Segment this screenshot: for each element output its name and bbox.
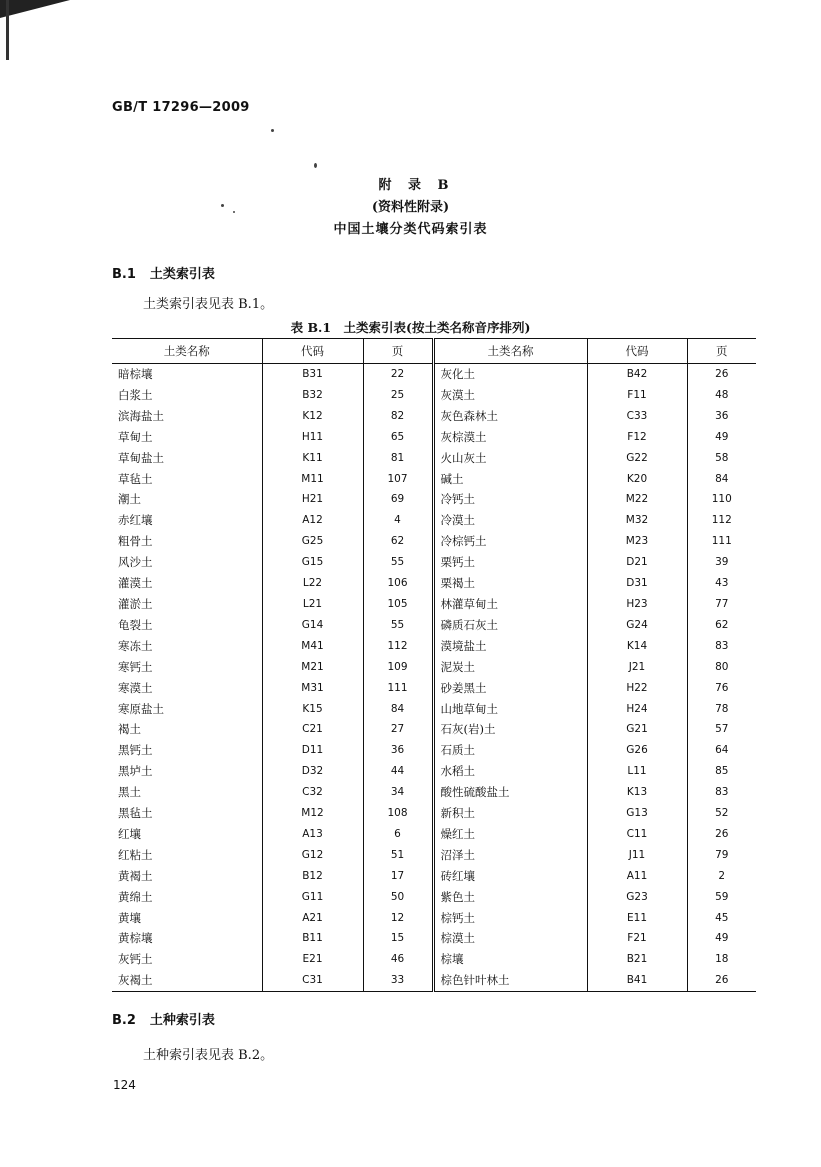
cell-page: 26	[687, 364, 756, 385]
cell-code: F21	[587, 928, 687, 949]
scan-edge-mark	[6, 0, 9, 60]
cell-page: 17	[363, 866, 433, 887]
cell-page: 43	[687, 573, 756, 594]
cell-page: 55	[363, 552, 433, 573]
scan-speck	[271, 129, 274, 132]
header-code: 代码	[587, 339, 687, 364]
cell-page: 112	[687, 510, 756, 531]
cell-page: 59	[687, 887, 756, 908]
cell-code: H22	[587, 678, 687, 699]
cell-page: 26	[687, 970, 756, 991]
cell-soil-name: 漠境盐土	[433, 636, 587, 657]
cell-soil-name: 草毡土	[118, 471, 153, 486]
cell-soil-name: 沼泽土	[433, 845, 587, 866]
appendix-type: (资料性附录)	[371, 200, 450, 215]
cell-code: G26	[587, 740, 687, 761]
cell-soil-name: 山地草甸土	[433, 699, 587, 720]
cell-code: M32	[587, 510, 687, 531]
cell-soil-name: 滨海盐土	[118, 408, 164, 423]
cell-soil-name: 黑钙土	[118, 743, 153, 758]
cell-soil-name: 潮土	[118, 492, 141, 507]
cell-code: B32	[262, 385, 363, 406]
cell-code: C31	[262, 970, 363, 991]
table-row	[112, 866, 756, 887]
cell-page: 84	[363, 699, 433, 720]
cell-soil-name: 草甸土	[118, 429, 153, 444]
table-row	[112, 740, 756, 761]
cell-soil-name: 寒钙土	[118, 659, 153, 674]
cell-code: E11	[587, 908, 687, 929]
table-row	[112, 761, 756, 782]
table-row	[112, 531, 756, 552]
cell-soil-name: 龟裂土	[118, 617, 153, 632]
cell-page: 15	[363, 928, 433, 949]
cell-soil-name: 黄绵土	[118, 889, 153, 904]
cell-code: F11	[587, 385, 687, 406]
cell-soil-name: 寒漠土	[118, 680, 153, 695]
cell-code: B42	[587, 364, 687, 385]
cell-code: B11	[262, 928, 363, 949]
table-row	[112, 970, 756, 991]
cell-code: M31	[262, 678, 363, 699]
cell-code: G11	[262, 887, 363, 908]
cell-code: G13	[587, 803, 687, 824]
table-row	[112, 469, 756, 490]
section-number: B.2	[112, 1013, 136, 1028]
cell-code: A12	[262, 510, 363, 531]
cell-soil-name: 栗褐土	[433, 573, 587, 594]
cell-soil-name: 灰色森林土	[433, 406, 587, 427]
table-row	[112, 385, 756, 406]
cell-page: 12	[363, 908, 433, 929]
table-row	[112, 699, 756, 720]
cell-code: A13	[262, 824, 363, 845]
cell-soil-name: 磷质石灰土	[433, 615, 587, 636]
cell-code: G12	[262, 845, 363, 866]
section-title: 土种索引表	[149, 1013, 215, 1028]
cell-page: 78	[687, 699, 756, 720]
header-page: 页	[363, 339, 433, 364]
cell-page: 49	[687, 427, 756, 448]
cell-page: 85	[687, 761, 756, 782]
cell-soil-name: 紫色土	[433, 887, 587, 908]
table-row	[112, 489, 756, 510]
cell-code: B21	[587, 949, 687, 970]
cell-code: C21	[262, 719, 363, 740]
cell-soil-name: 暗棕壤	[118, 367, 153, 381]
cell-code: B12	[262, 866, 363, 887]
cell-code: G24	[587, 615, 687, 636]
cell-page: 36	[687, 406, 756, 427]
header-soil-name: 土类名称	[163, 344, 210, 358]
cell-code: G23	[587, 887, 687, 908]
scan-speck	[233, 211, 235, 213]
cell-soil-name: 黑土	[118, 785, 141, 800]
table-row	[112, 636, 756, 657]
cell-page: 111	[687, 531, 756, 552]
cell-soil-name: 草甸盐土	[118, 450, 164, 465]
cell-code: K13	[587, 782, 687, 803]
cell-code: J21	[587, 657, 687, 678]
table-row	[112, 928, 756, 949]
header-code: 代码	[262, 339, 363, 364]
table-row	[112, 657, 756, 678]
cell-page: 51	[363, 845, 433, 866]
cell-page: 46	[363, 949, 433, 970]
cell-soil-name: 冷漠土	[433, 510, 587, 531]
cell-code: G15	[262, 552, 363, 573]
cell-soil-name: 黄壤	[118, 910, 141, 925]
cell-soil-name: 棕漠土	[433, 928, 587, 949]
cell-page: 65	[363, 427, 433, 448]
cell-page: 48	[687, 385, 756, 406]
table-row	[112, 845, 756, 866]
cell-page: 34	[363, 782, 433, 803]
standard-code: GB/T 17296—2009	[112, 100, 250, 115]
cell-page: 81	[363, 448, 433, 469]
cell-soil-name: 砖红壤	[433, 866, 587, 887]
cell-soil-name: 冷棕钙土	[433, 531, 587, 552]
cell-soil-name: 灰棕漠土	[433, 427, 587, 448]
cell-soil-name: 灰漠土	[433, 385, 587, 406]
table-row	[112, 887, 756, 908]
scan-speck	[221, 204, 224, 207]
cell-page: 27	[363, 719, 433, 740]
cell-soil-name: 灰钙土	[118, 952, 153, 967]
cell-soil-name: 红壤	[118, 826, 141, 841]
cell-code: D32	[262, 761, 363, 782]
scan-speck	[314, 163, 317, 168]
cell-page: 80	[687, 657, 756, 678]
cell-soil-name: 黑垆土	[118, 764, 153, 779]
cell-page: 58	[687, 448, 756, 469]
cell-page: 45	[687, 908, 756, 929]
cell-page: 76	[687, 678, 756, 699]
cell-page: 36	[363, 740, 433, 761]
cell-soil-name: 棕色针叶林土	[433, 970, 587, 991]
cell-code: M41	[262, 636, 363, 657]
section-intro-b2: 土种索引表见表 B.2。	[143, 1048, 274, 1063]
cell-code: K14	[587, 636, 687, 657]
cell-page: 106	[363, 573, 433, 594]
cell-soil-name: 石灰(岩)土	[433, 719, 587, 740]
cell-soil-name: 碱土	[433, 469, 587, 490]
table-row	[112, 573, 756, 594]
table-row	[112, 824, 756, 845]
cell-page: 111	[363, 678, 433, 699]
cell-soil-name: 林灌草甸土	[433, 594, 587, 615]
table-row	[112, 448, 756, 469]
cell-code: G14	[262, 615, 363, 636]
cell-code: G21	[587, 719, 687, 740]
section-heading-b1	[112, 263, 215, 282]
cell-code: B41	[587, 970, 687, 991]
cell-page: 44	[363, 761, 433, 782]
cell-page: 39	[687, 552, 756, 573]
cell-page: 77	[687, 594, 756, 615]
cell-code: L21	[262, 594, 363, 615]
cell-code: L11	[587, 761, 687, 782]
header-soil-name: 土类名称	[433, 339, 587, 364]
cell-soil-name: 新积土	[433, 803, 587, 824]
table-row	[112, 782, 756, 803]
cell-code: G22	[587, 448, 687, 469]
cell-page: 83	[687, 782, 756, 803]
table-row	[112, 803, 756, 824]
cell-page: 50	[363, 887, 433, 908]
cell-soil-name: 棕钙土	[433, 908, 587, 929]
section-title: 土类索引表	[149, 267, 215, 282]
cell-soil-name: 火山灰土	[433, 448, 587, 469]
table-row	[112, 427, 756, 448]
cell-soil-name: 黑毡土	[118, 806, 153, 821]
cell-soil-name: 褐土	[118, 722, 141, 737]
cell-page: 52	[687, 803, 756, 824]
cell-code: D31	[587, 573, 687, 594]
table-row	[112, 406, 756, 427]
cell-soil-name: 灰褐土	[118, 973, 153, 988]
cell-soil-name: 红粘土	[118, 847, 153, 862]
cell-soil-name: 水稻土	[433, 761, 587, 782]
cell-code: K20	[587, 469, 687, 490]
cell-page: 49	[687, 928, 756, 949]
cell-code: H21	[262, 489, 363, 510]
cell-page: 6	[363, 824, 433, 845]
cell-page: 79	[687, 845, 756, 866]
cell-code: H24	[587, 699, 687, 720]
cell-code: M22	[587, 489, 687, 510]
cell-code: C33	[587, 406, 687, 427]
table-row	[112, 615, 756, 636]
appendix-name: 中国土壤分类代码索引表	[333, 222, 488, 237]
table-row	[112, 510, 756, 531]
cell-page: 84	[687, 469, 756, 490]
cell-page: 26	[687, 824, 756, 845]
cell-code: G25	[262, 531, 363, 552]
cell-soil-name: 棕壤	[433, 949, 587, 970]
cell-code: K12	[262, 406, 363, 427]
page-number: 124	[113, 1078, 136, 1092]
cell-soil-name: 白浆土	[118, 387, 153, 402]
cell-code: E21	[262, 949, 363, 970]
section-intro-b1: 土类索引表见表 B.1。	[143, 297, 274, 312]
cell-code: J11	[587, 845, 687, 866]
cell-page: 107	[363, 469, 433, 490]
cell-soil-name: 黄棕壤	[118, 931, 153, 946]
cell-page: 62	[687, 615, 756, 636]
cell-soil-name: 灌漠土	[118, 576, 153, 591]
table-row	[112, 594, 756, 615]
cell-page: 69	[363, 489, 433, 510]
table-row	[112, 552, 756, 573]
cell-page: 82	[363, 406, 433, 427]
scan-corner-mark	[0, 0, 70, 18]
table-row	[112, 364, 756, 385]
cell-soil-name: 黄褐土	[118, 868, 153, 883]
cell-page: 83	[687, 636, 756, 657]
cell-soil-name: 冷钙土	[433, 489, 587, 510]
cell-page: 64	[687, 740, 756, 761]
cell-page: 2	[687, 866, 756, 887]
cell-soil-name: 燥红土	[433, 824, 587, 845]
cell-code: M21	[262, 657, 363, 678]
cell-soil-name: 砂姜黑土	[433, 678, 587, 699]
cell-soil-name: 灌淤土	[118, 596, 153, 611]
table-caption: 表 B.1 土类索引表(按土类名称音序排列)	[290, 320, 531, 335]
section-number: B.1	[112, 267, 136, 282]
appendix-title: 附 录 B	[378, 178, 455, 193]
cell-soil-name: 风沙土	[118, 555, 153, 570]
cell-page: 112	[363, 636, 433, 657]
cell-soil-name: 赤红壤	[118, 513, 153, 528]
table-header-row	[112, 339, 756, 364]
cell-code: B31	[262, 364, 363, 385]
cell-page: 22	[363, 364, 433, 385]
cell-page: 108	[363, 803, 433, 824]
table-row	[112, 678, 756, 699]
cell-code: H11	[262, 427, 363, 448]
cell-page: 110	[687, 489, 756, 510]
cell-page: 62	[363, 531, 433, 552]
cell-code: K11	[262, 448, 363, 469]
cell-code: M23	[587, 531, 687, 552]
table-row	[112, 908, 756, 929]
cell-code: L22	[262, 573, 363, 594]
soil-class-index-table	[112, 338, 756, 992]
cell-code: D21	[587, 552, 687, 573]
cell-page: 57	[687, 719, 756, 740]
cell-soil-name: 栗钙土	[433, 552, 587, 573]
cell-code: D11	[262, 740, 363, 761]
cell-soil-name: 酸性硫酸盐土	[433, 782, 587, 803]
cell-code: H23	[587, 594, 687, 615]
cell-soil-name: 寒原盐土	[118, 701, 164, 716]
table-row	[112, 949, 756, 970]
cell-page: 18	[687, 949, 756, 970]
cell-page: 55	[363, 615, 433, 636]
cell-soil-name: 石质土	[433, 740, 587, 761]
cell-code: K15	[262, 699, 363, 720]
header-page: 页	[687, 339, 756, 364]
table-row	[112, 719, 756, 740]
cell-code: A21	[262, 908, 363, 929]
cell-code: C11	[587, 824, 687, 845]
cell-page: 105	[363, 594, 433, 615]
cell-page: 33	[363, 970, 433, 991]
cell-code: F12	[587, 427, 687, 448]
cell-code: C32	[262, 782, 363, 803]
cell-soil-name: 泥炭土	[433, 657, 587, 678]
cell-page: 4	[363, 510, 433, 531]
cell-page: 25	[363, 385, 433, 406]
cell-code: M12	[262, 803, 363, 824]
cell-soil-name: 寒冻土	[118, 638, 153, 653]
section-heading-b2	[112, 1009, 215, 1028]
cell-soil-name: 粗骨土	[118, 534, 153, 549]
cell-soil-name: 灰化土	[433, 364, 587, 385]
cell-page: 109	[363, 657, 433, 678]
cell-code: A11	[587, 866, 687, 887]
cell-code: M11	[262, 469, 363, 490]
